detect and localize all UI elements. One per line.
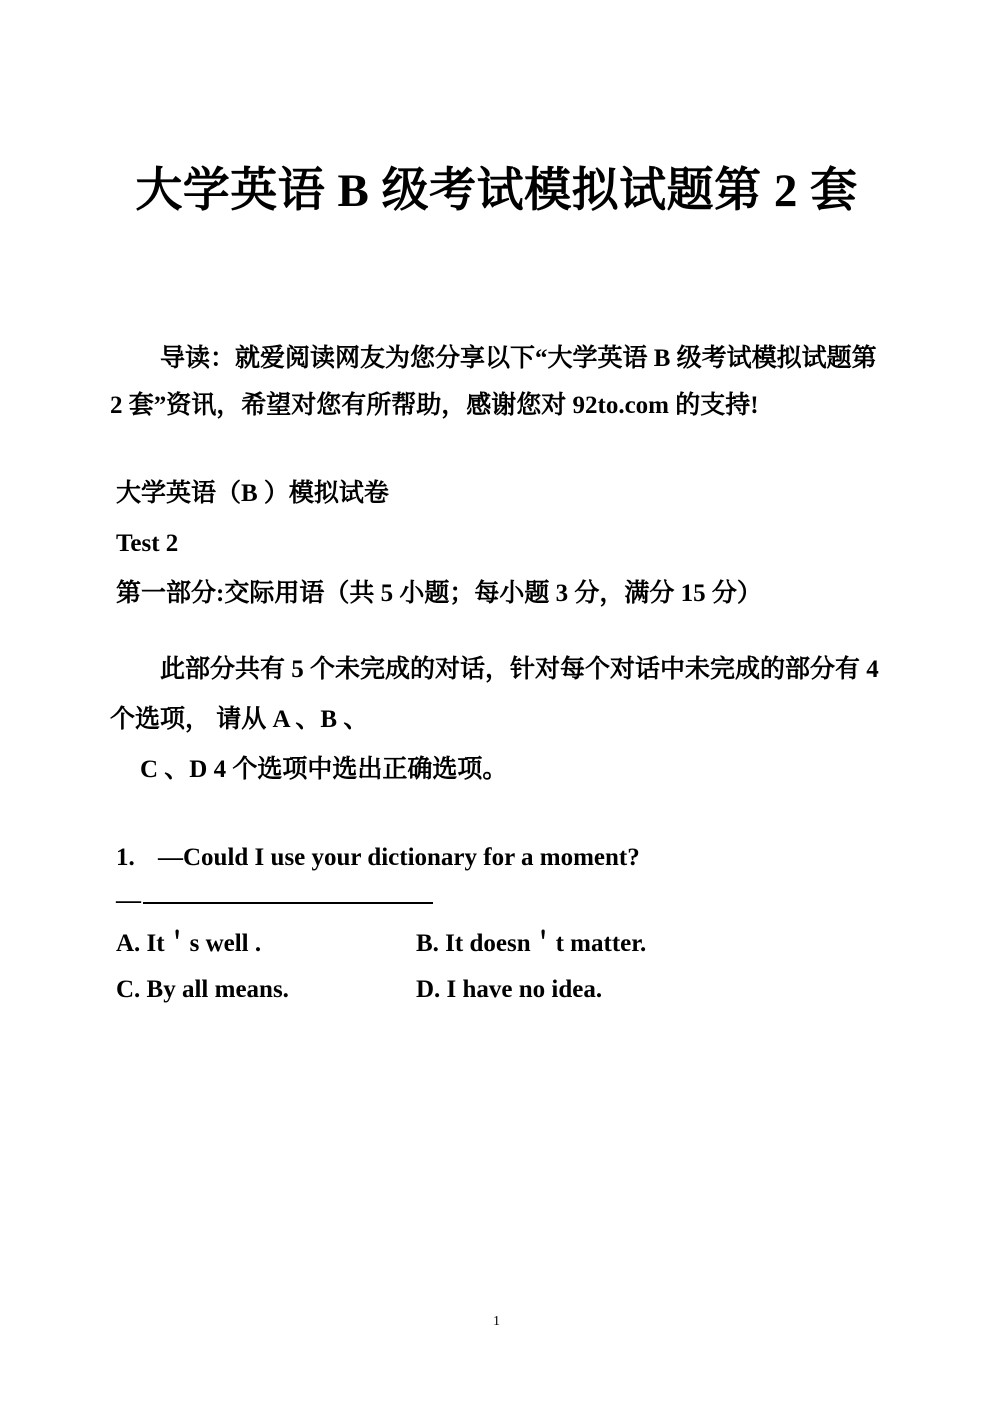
answer-dash: — bbox=[116, 886, 141, 914]
question-1-options-row-1 bbox=[110, 921, 883, 967]
question-1-text: —Could I use your dictionary for a moment? bbox=[158, 843, 640, 871]
question-1-number: 1. bbox=[116, 843, 135, 871]
exam-subtitle: 大学英语（B ）模拟试卷 bbox=[116, 479, 389, 507]
question-1-answer-blank bbox=[110, 881, 883, 921]
question-1-prompt bbox=[110, 835, 883, 881]
option-b[interactable]: B. It doesn＇t matter. bbox=[416, 929, 647, 957]
spacer-3 bbox=[110, 795, 883, 835]
question-1-options-row-2 bbox=[110, 967, 883, 1013]
option-c[interactable]: C. By all means. bbox=[116, 976, 289, 1003]
page-title: 大学英语 B 级考试模拟试题第 2 套 bbox=[135, 165, 858, 217]
title-spacer bbox=[110, 223, 883, 335]
spacer-1 bbox=[110, 429, 883, 469]
section-heading: 第一部分:交际用语（共 5 小题；每小题 3 分，满分 15 分） bbox=[116, 579, 762, 607]
spacer-2 bbox=[110, 619, 883, 645]
intro-paragraph: 导读：就爱阅读网友为您分享以下“大学英语 B 级考试模拟试题第 2 套”资讯，希望对您有所帮助，感谢您对 92to.com 的支持! bbox=[110, 344, 877, 419]
instructions-line-1: 此部分共有 5 个未完成的对话，针对每个对话中未完成的部分有 4 个选项， 请从 A 、B 、 bbox=[110, 655, 879, 733]
page-number: 1 bbox=[493, 1314, 500, 1329]
test-label: Test 2 bbox=[116, 529, 179, 557]
option-a[interactable]: A. It＇s well . bbox=[116, 929, 262, 957]
instructions-line-2: C 、D 4 个选项中选出正确选项。 bbox=[140, 755, 508, 783]
option-d[interactable]: D. I have no idea. bbox=[416, 976, 603, 1003]
blank-underline bbox=[143, 902, 433, 904]
